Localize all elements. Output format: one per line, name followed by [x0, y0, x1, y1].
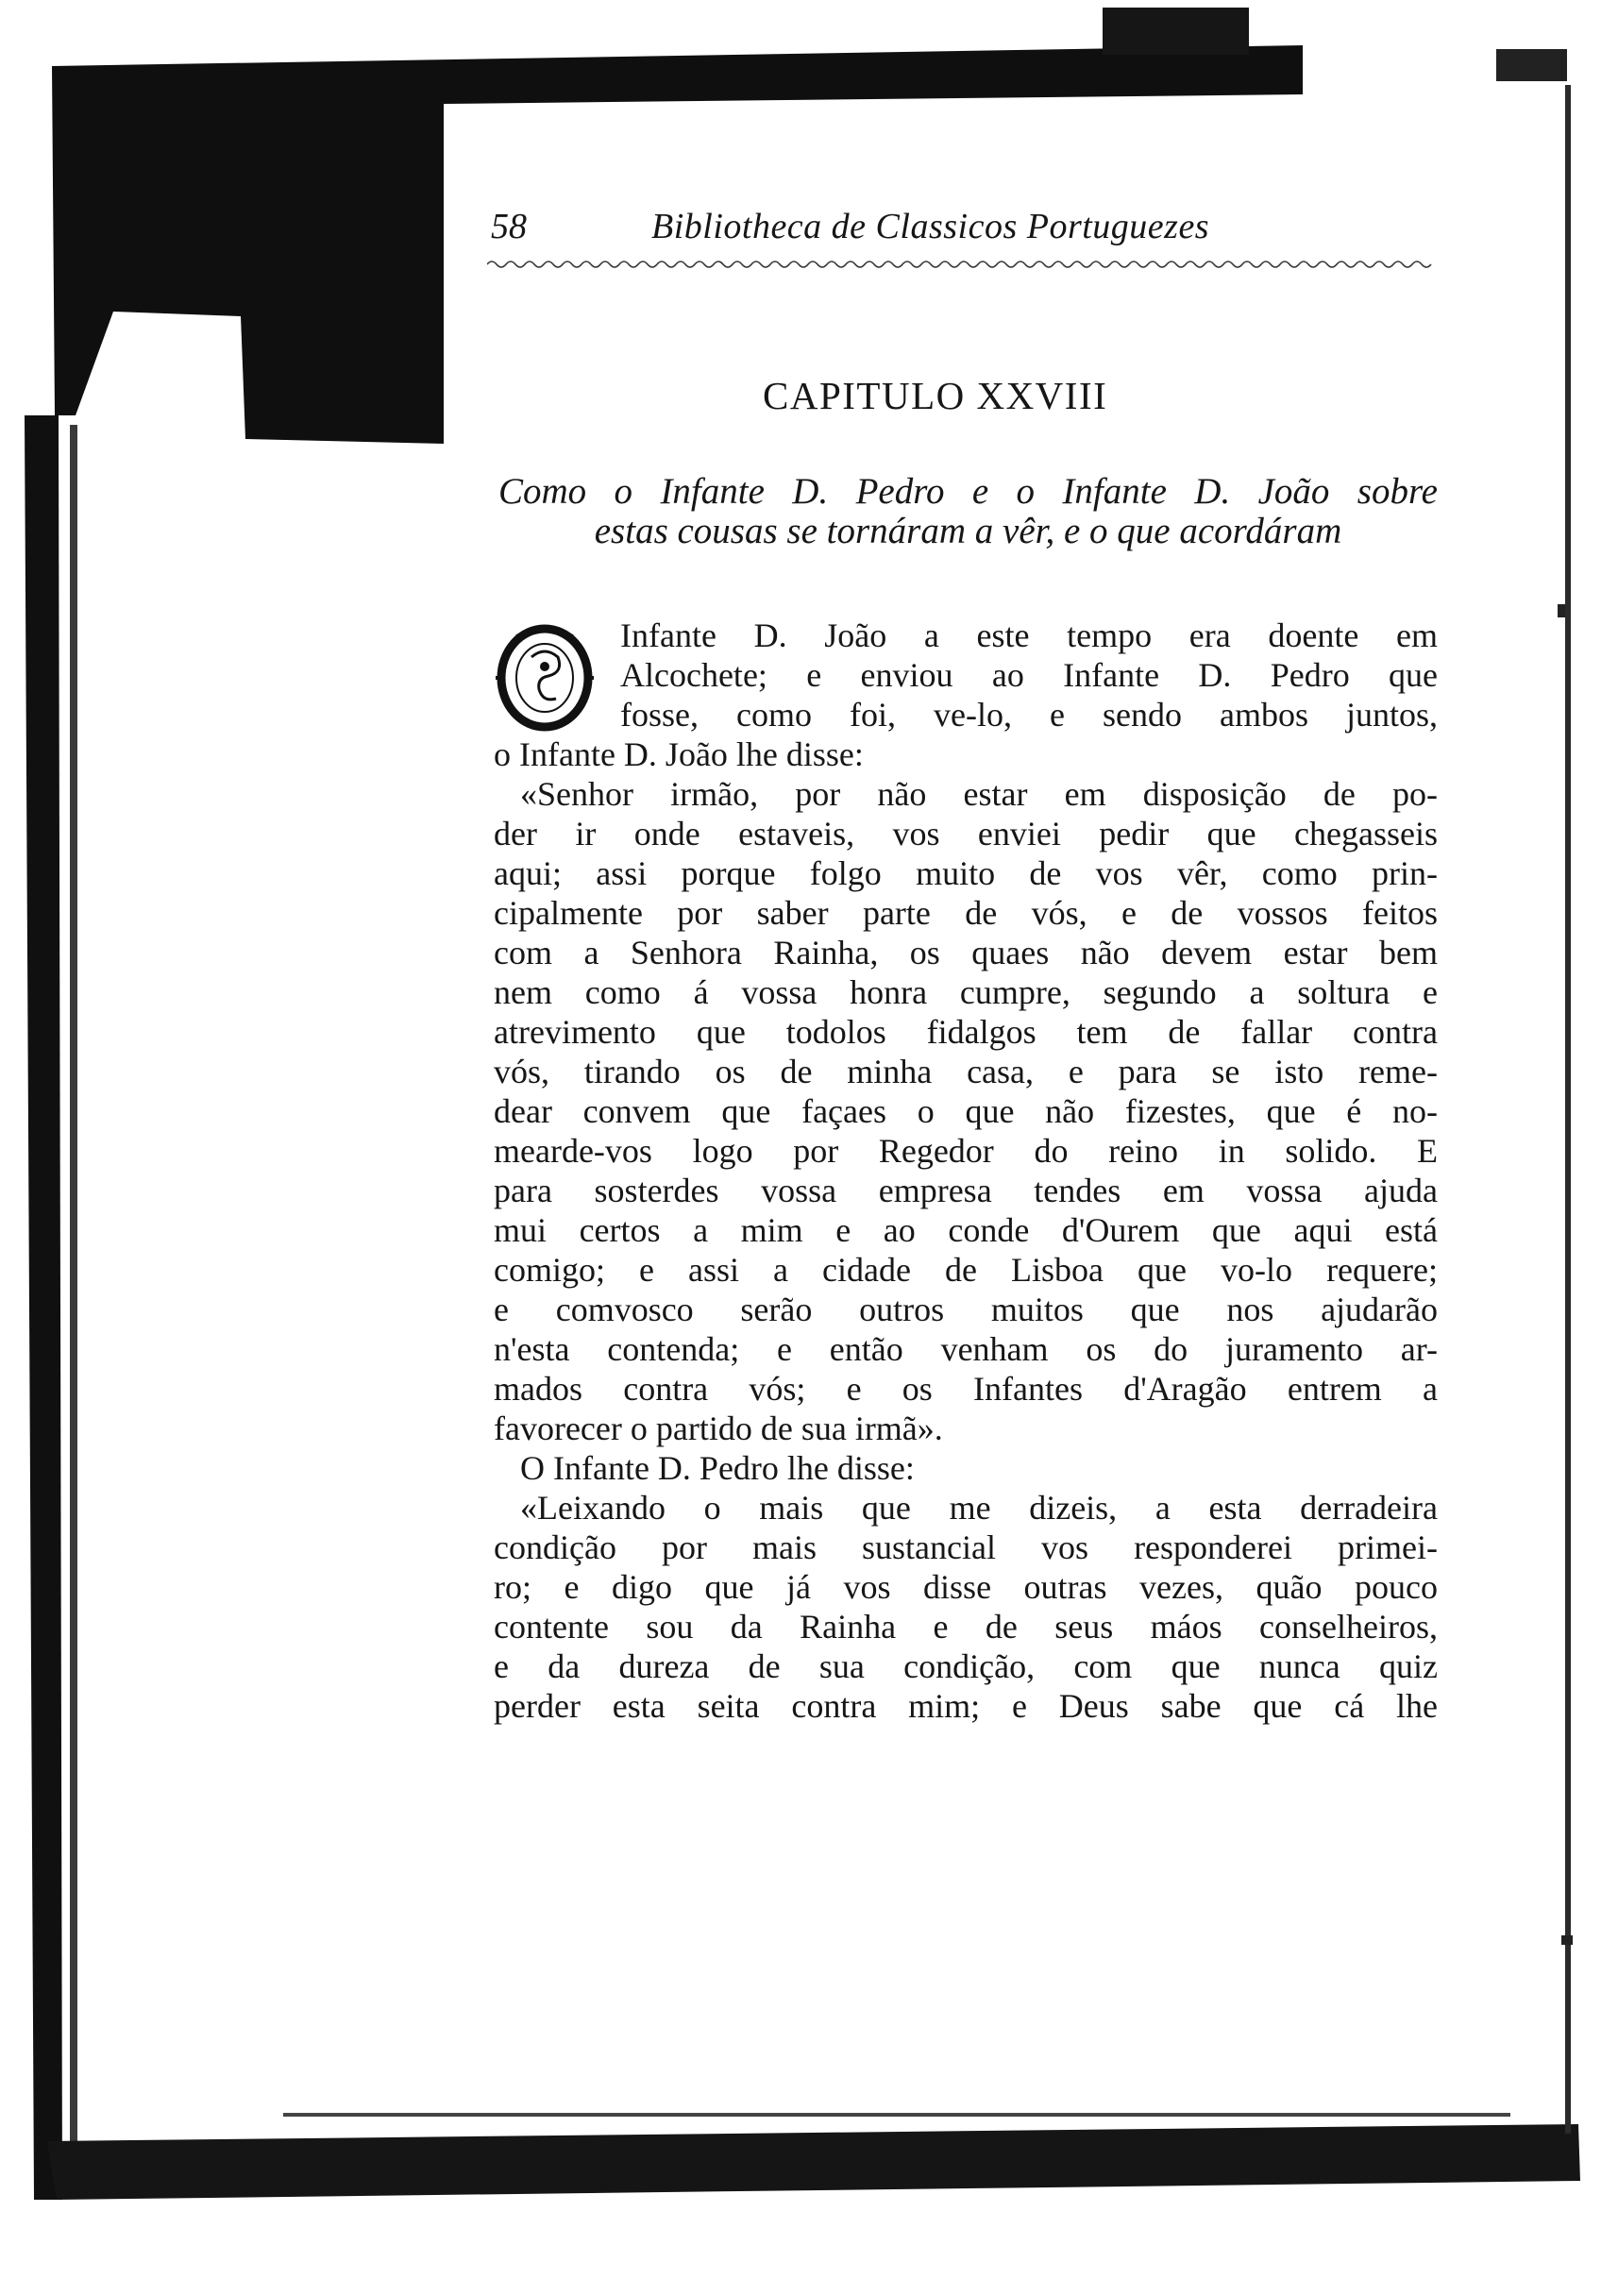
- left-edge-bar: [25, 415, 62, 2200]
- top-notch: [1103, 8, 1249, 55]
- right-top-mark: [1496, 49, 1567, 81]
- text-line: mados contra vós; e os Infantes d'Aragão entrem a: [494, 1370, 1438, 1408]
- text-line: o Infante D. João lhe disse:: [494, 735, 864, 773]
- text-line: nem como á vossa honra cumpre, segundo a soltura e: [494, 973, 1438, 1011]
- text-line: e da dureza de sua condição, com que nunca quiz: [494, 1647, 1438, 1685]
- speck: [1558, 604, 1565, 617]
- text-line: perder esta seita contra mim; e Deus sabe que cá lhe: [494, 1687, 1438, 1725]
- subtitle-line: estas cousas se tornáram a vêr, e o que acordáram: [594, 511, 1342, 551]
- text-line: comigo; e assi a cidade de Lisboa que vo-lo requere;: [494, 1251, 1438, 1289]
- speck: [1561, 1935, 1573, 1945]
- text-line: mearde-vos logo por Regedor do reino in solido. E: [494, 1132, 1438, 1170]
- text-line: «Leixando o mais que me dizeis, a esta derradeira: [520, 1489, 1438, 1527]
- chapter-body: [494, 616, 1438, 1726]
- text-line: condição por mais sustancial vos responderei primei-: [494, 1528, 1438, 1566]
- text-line: Infante D. João a este tempo era doente em: [620, 616, 1438, 654]
- chapter-heading: CAPITULO XXVIII: [763, 374, 1108, 417]
- text-line: «Senhor irmão, por não estar em disposição de po-: [520, 775, 1438, 813]
- text-line: fosse, como foi, ve-lo, e sendo ambos juntos,: [620, 696, 1438, 734]
- text-line: contente sou da Rainha e de seus máos conselheiros,: [494, 1608, 1438, 1646]
- text-line: n'esta contenda; e então venham os do juramento ar-: [494, 1330, 1438, 1368]
- bottom-inner-line: [283, 2113, 1510, 2117]
- text-line: mui certos a mim e ao conde d'Ourem que aqui está: [494, 1211, 1438, 1249]
- text-line: vós, tirando os de minha casa, e para se isto reme-: [494, 1053, 1438, 1090]
- ornamental-drop-cap: [494, 619, 596, 733]
- text-line: der ir onde estaveis, vos enviei pedir que chegasseis: [494, 815, 1438, 853]
- header-rule: [487, 259, 1441, 270]
- text-line: Alcochete; e enviou ao Infante D. Pedro que: [620, 656, 1438, 694]
- text-line: O Infante D. Pedro lhe disse:: [520, 1449, 915, 1487]
- subtitle-line: Como o Infante D. Pedro e o Infante D. João sobre: [498, 471, 1438, 512]
- page-number: 58: [491, 207, 527, 246]
- text-line: e comvosco serão outros muitos que nos ajudarão: [494, 1291, 1438, 1328]
- bottom-band: [47, 2124, 1580, 2200]
- text-line: cipalmente por saber parte de vós, e de vossos feitos: [494, 894, 1438, 932]
- text-line: favorecer o partido de sua irmã».: [494, 1410, 943, 1447]
- text-line: para sosterdes vossa empresa tendes em vossa ajuda: [494, 1172, 1438, 1209]
- left-thin-edge: [70, 425, 77, 2143]
- chapter-subtitle: [498, 472, 1438, 551]
- running-header: [491, 206, 1435, 253]
- text-line: ro; e digo que já vos disse outras vezes, quão pouco: [494, 1568, 1438, 1606]
- right-edge-line: [1565, 85, 1571, 2134]
- text-line: atrevimento que todolos fidalgos tem de fallar contra: [494, 1013, 1438, 1051]
- text-line: com a Senhora Rainha, os quaes não devem estar bem: [494, 934, 1438, 971]
- text-line: aqui; assi porque folgo muito de vos vêr, como prin-: [494, 854, 1438, 892]
- text-line: dear convem que façaes o que não fizestes, que é no-: [494, 1092, 1438, 1130]
- running-title: Bibliotheca de Classicos Portuguezes: [651, 207, 1210, 246]
